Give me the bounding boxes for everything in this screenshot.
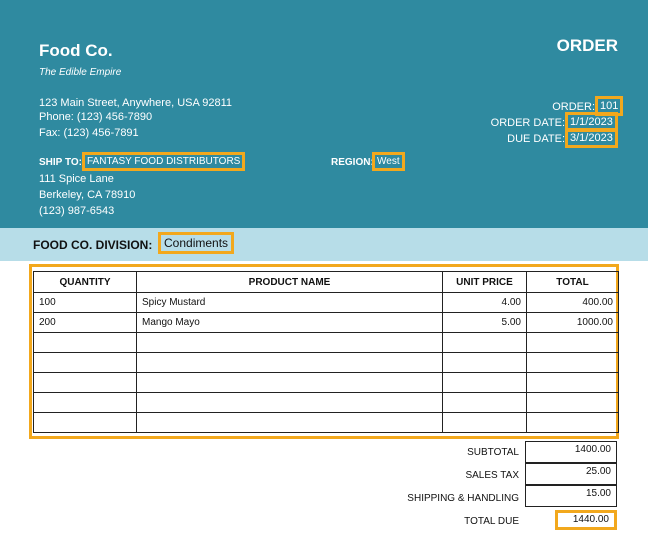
col-header-quantity: QUANTITY bbox=[34, 272, 137, 293]
cell-unit-price[interactable] bbox=[443, 333, 527, 353]
table-row bbox=[34, 373, 619, 393]
document-title: ORDER bbox=[556, 36, 618, 55]
cell-product-name[interactable] bbox=[137, 333, 443, 353]
region-field[interactable]: West bbox=[377, 156, 400, 167]
cell-total[interactable] bbox=[527, 353, 619, 373]
cell-total[interactable] bbox=[527, 413, 619, 433]
cell-total[interactable]: 400.00 bbox=[527, 293, 619, 313]
cell-product-name[interactable] bbox=[137, 393, 443, 413]
cell-quantity[interactable]: 200 bbox=[34, 313, 137, 333]
ship-to-phone: (123) 987-6543 bbox=[39, 205, 115, 217]
cell-quantity[interactable] bbox=[34, 413, 137, 433]
due-date-label: DUE DATE: bbox=[507, 133, 565, 145]
table-row bbox=[34, 333, 619, 353]
order-date-label: ORDER DATE: bbox=[490, 117, 565, 129]
cell-total[interactable] bbox=[527, 393, 619, 413]
shipping-label: SHIPPING & HANDLING bbox=[407, 493, 519, 504]
total-due-value: 1440.00 bbox=[555, 510, 617, 530]
cell-quantity[interactable] bbox=[34, 393, 137, 413]
items-table bbox=[33, 271, 619, 433]
cell-product-name[interactable] bbox=[137, 353, 443, 373]
cell-product-name[interactable] bbox=[137, 413, 443, 433]
cell-unit-price[interactable] bbox=[443, 353, 527, 373]
cell-product-name[interactable]: Spicy Mustard bbox=[137, 293, 443, 313]
cell-product-name[interactable] bbox=[137, 373, 443, 393]
table-row bbox=[34, 393, 619, 413]
shipping-field[interactable]: 15.00 bbox=[525, 485, 617, 507]
cell-total[interactable] bbox=[527, 373, 619, 393]
table-row bbox=[34, 313, 619, 333]
cell-total[interactable] bbox=[527, 333, 619, 353]
subtotal-label: SUBTOTAL bbox=[467, 447, 519, 458]
table-row bbox=[34, 293, 619, 313]
ship-to-street: 111 Spice Lane bbox=[39, 173, 114, 185]
division-label: FOOD CO. DIVISION: bbox=[33, 238, 153, 252]
ship-to-city: Berkeley, CA 78910 bbox=[39, 189, 136, 201]
cell-unit-price[interactable] bbox=[443, 393, 527, 413]
cell-quantity[interactable]: 100 bbox=[34, 293, 137, 313]
division-field[interactable]: Condiments bbox=[161, 235, 231, 251]
cell-total[interactable]: 1000.00 bbox=[527, 313, 619, 333]
company-fax: Fax: (123) 456-7891 bbox=[39, 127, 139, 139]
table-row bbox=[34, 413, 619, 433]
total-due-label: TOTAL DUE bbox=[464, 516, 519, 527]
cell-unit-price[interactable]: 4.00 bbox=[443, 293, 527, 313]
cell-quantity[interactable] bbox=[34, 353, 137, 373]
cell-unit-price[interactable] bbox=[443, 413, 527, 433]
ship-to-label: SHIP TO: bbox=[39, 157, 82, 168]
order-date-field[interactable]: 1/1/2023 bbox=[570, 116, 613, 128]
cell-unit-price[interactable] bbox=[443, 373, 527, 393]
col-header-unit-price: UNIT PRICE bbox=[443, 272, 527, 293]
table-header-row bbox=[34, 272, 619, 293]
col-header-total: TOTAL bbox=[527, 272, 619, 293]
sales-tax-label: SALES TAX bbox=[465, 470, 519, 481]
company-phone: Phone: (123) 456-7890 bbox=[39, 111, 153, 123]
cell-quantity[interactable] bbox=[34, 373, 137, 393]
company-address: 123 Main Street, Anywhere, USA 92811 bbox=[39, 97, 233, 109]
ship-to-name-field[interactable]: FANTASY FOOD DISTRIBUTORS bbox=[87, 156, 241, 167]
table-row bbox=[34, 353, 619, 373]
company-name: Food Co. bbox=[39, 41, 113, 60]
company-tagline: The Edible Empire bbox=[39, 67, 122, 78]
order-number-field[interactable]: 101 bbox=[600, 100, 619, 112]
cell-product-name[interactable]: Mango Mayo bbox=[137, 313, 443, 333]
order-number-label: ORDER: bbox=[552, 101, 595, 113]
region-label: REGION: bbox=[331, 157, 374, 168]
col-header-product-name: PRODUCT NAME bbox=[137, 272, 443, 293]
subtotal-value: 1400.00 bbox=[525, 441, 617, 463]
cell-quantity[interactable] bbox=[34, 333, 137, 353]
cell-unit-price[interactable]: 5.00 bbox=[443, 313, 527, 333]
sales-tax-field[interactable]: 25.00 bbox=[525, 463, 617, 485]
due-date-field[interactable]: 3/1/2023 bbox=[570, 132, 613, 144]
